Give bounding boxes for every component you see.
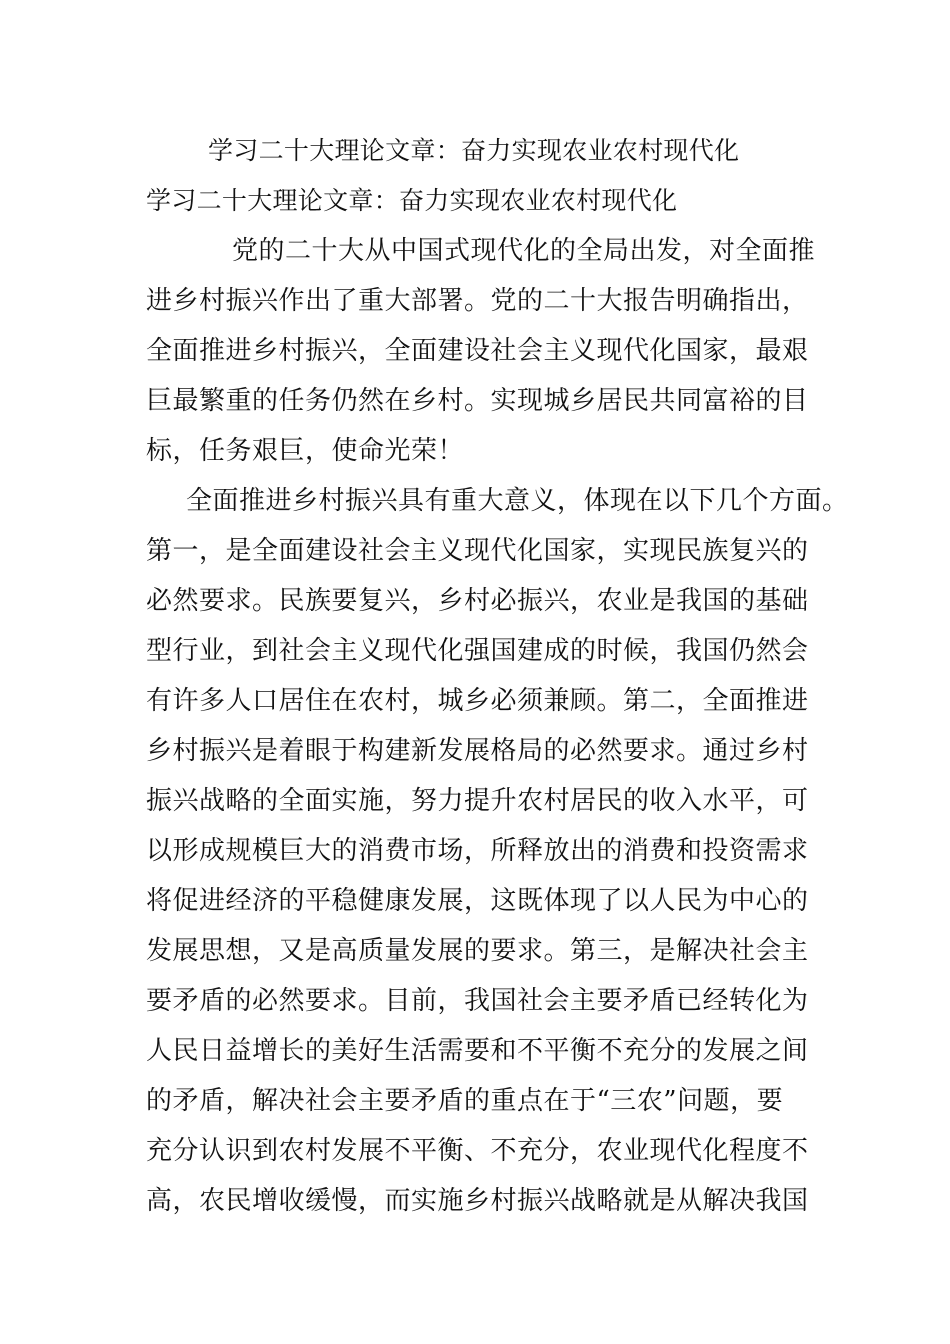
paragraph-2-line: 人民日益增长的美好生活需要和不平衡不充分的发展之间 [146, 1036, 809, 1066]
paragraph-2-line: 高，农民增收缓慢，而实施乡村振兴战略就是从解决我国 [146, 1186, 809, 1216]
paragraph-1-line: 巨最繁重的任务仍然在乡村。实现城乡居民共同富裕的目 [146, 386, 809, 416]
document-subheading: 学习二十大理论文章：奋力实现农业农村现代化 [146, 186, 678, 215]
paragraph-1-line: 标，任务艰巨，使命光荣！ [146, 436, 465, 466]
paragraph-2-line: 乡村振兴是着眼于构建新发展格局的必然要求。通过乡村 [146, 736, 809, 766]
paragraph-2-line: 将促进经济的平稳健康发展，这既体现了以人民为中心的 [146, 886, 809, 916]
paragraph-2-line: 有许多人口居住在农村，城乡必须兼顾。第二，全面推进 [146, 686, 809, 716]
paragraph-2-line: 全面推进乡村振兴具有重大意义，体现在以下几个方面。 [186, 486, 849, 516]
document-heading: 学习二十大理论文章：奋力实现农业农村现代化 [208, 136, 740, 165]
paragraph-1-line: 进乡村振兴作出了重大部署。党的二十大报告明确指出， [146, 286, 809, 316]
paragraph-2-line: 必然要求。民族要复兴，乡村必振兴，农业是我国的基础 [146, 586, 809, 616]
paragraph-2-line: 振兴战略的全面实施，努力提升农村居民的收入水平，可 [146, 786, 809, 816]
paragraph-2-line: 第一，是全面建设社会主义现代化国家，实现民族复兴的 [146, 536, 809, 566]
paragraph-2-line: 要矛盾的必然要求。目前，我国社会主要矛盾已经转化为 [146, 986, 809, 1016]
paragraph-1-line: 党的二十大从中国式现代化的全局出发，对全面推 [232, 236, 816, 266]
paragraph-2-line: 的矛盾，解决社会主要矛盾的重点在于“三农”问题，要 [146, 1086, 784, 1116]
paragraph-2-line: 以形成规模巨大的消费市场，所释放出的消费和投资需求 [146, 836, 809, 866]
paragraph-2-line: 型行业，到社会主义现代化强国建成的时候，我国仍然会 [146, 636, 809, 666]
paragraph-2-line: 发展思想，又是高质量发展的要求。第三，是解决社会主 [146, 936, 809, 966]
paragraph-2-line: 充分认识到农村发展不平衡、不充分，农业现代化程度不 [146, 1136, 809, 1166]
paragraph-1-line: 全面推进乡村振兴，全面建设社会主义现代化国家，最艰 [146, 336, 809, 366]
